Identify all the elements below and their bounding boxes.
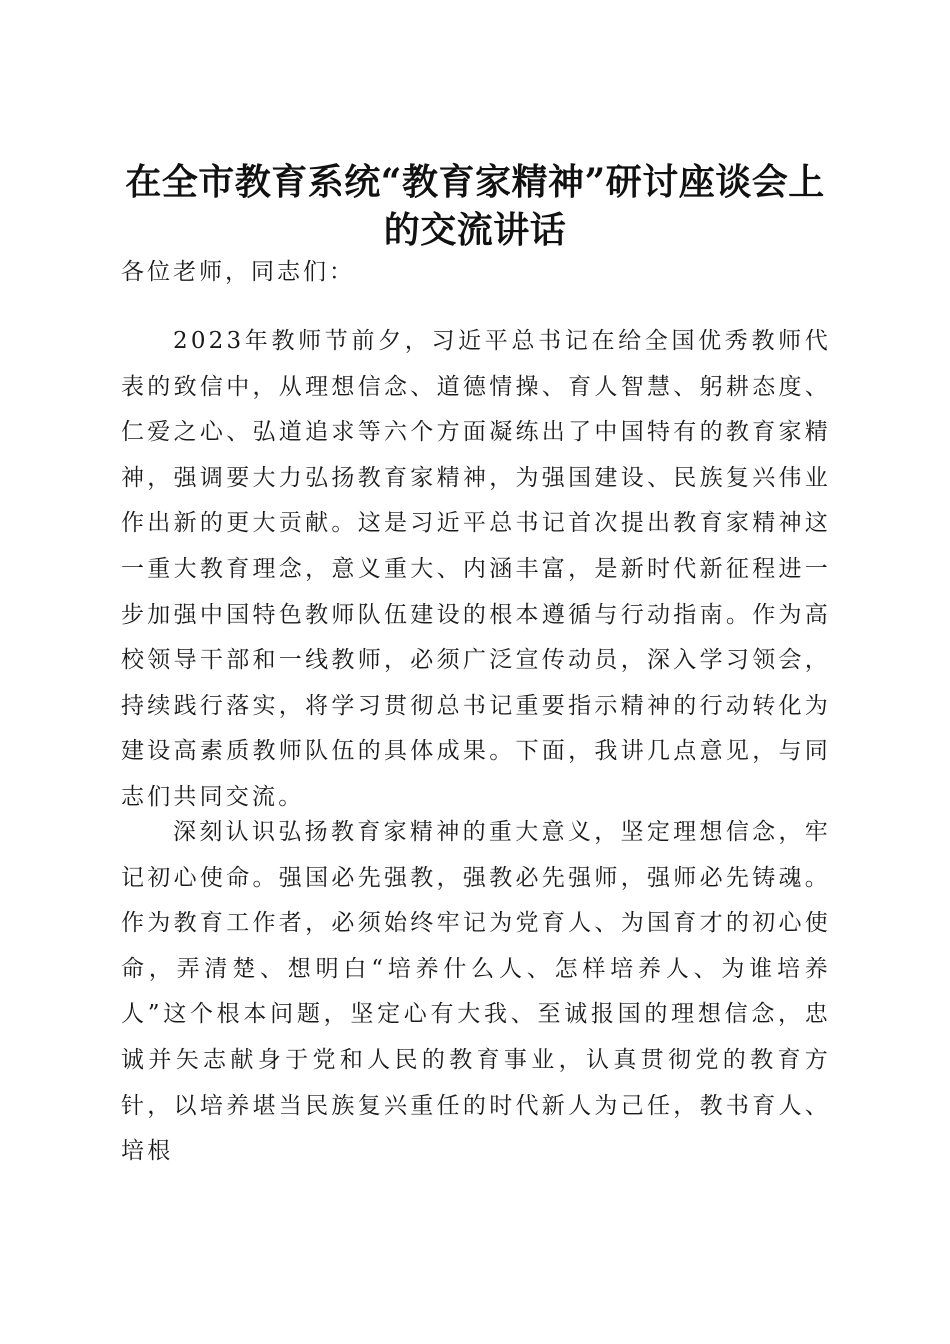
title-line-1: 在全市教育系统“教育家精神”研讨座谈会上 [125,161,825,204]
salutation: 各位老师，同志们： [121,259,355,285]
paragraph-2: 深刻认识弘扬教育家精神的重大意义，坚定理想信念，牢记初心使命。强国必先强教，强教必先强师，强师必先铸魂。作为教育工作者，必须始终牢记为党育人、为国育才的初心使命，弄清楚、想明白“培养什么人、怎样培养人、为谁培养人”这个根本问题，坚定心有大我、至诚报国的理想信念，忠诚并矢志献身于党和人民的教育事业，认真贯彻党的教育方针，以培养堪当民族复兴重任的时代新人为己任，教书育人、培根 [121,819,831,1165]
title-line-2: 的交流讲话 [383,209,567,252]
paragraph-1: 2023年教师节前夕，习近平总书记在给全国优秀教师代表的致信中，从理想信念、道德情操、育人智慧、躬耕态度、仁爱之心、弘道追求等六个方面凝练出了中国特有的教育家精神，强调要大力弘扬教育家精神，为强国建设、民族复兴伟业作出新的更大贡献。这是习近平总书记首次提出教育家精神这一重大教育理念，意义重大、内涵丰富，是新时代新征程进一步加强中国特色教师队伍建设的根本遵循与行动指南。作为高校领导干部和一线教师，必须广泛宣传动员，深入学习领会，持续践行落实，将学习贯彻总书记重要指示精神的行动转化为建设高素质教师队伍的具体成果。下面，我讲几点意见，与同志们共同交流。 [121,328,831,810]
document-title [100,158,850,254]
